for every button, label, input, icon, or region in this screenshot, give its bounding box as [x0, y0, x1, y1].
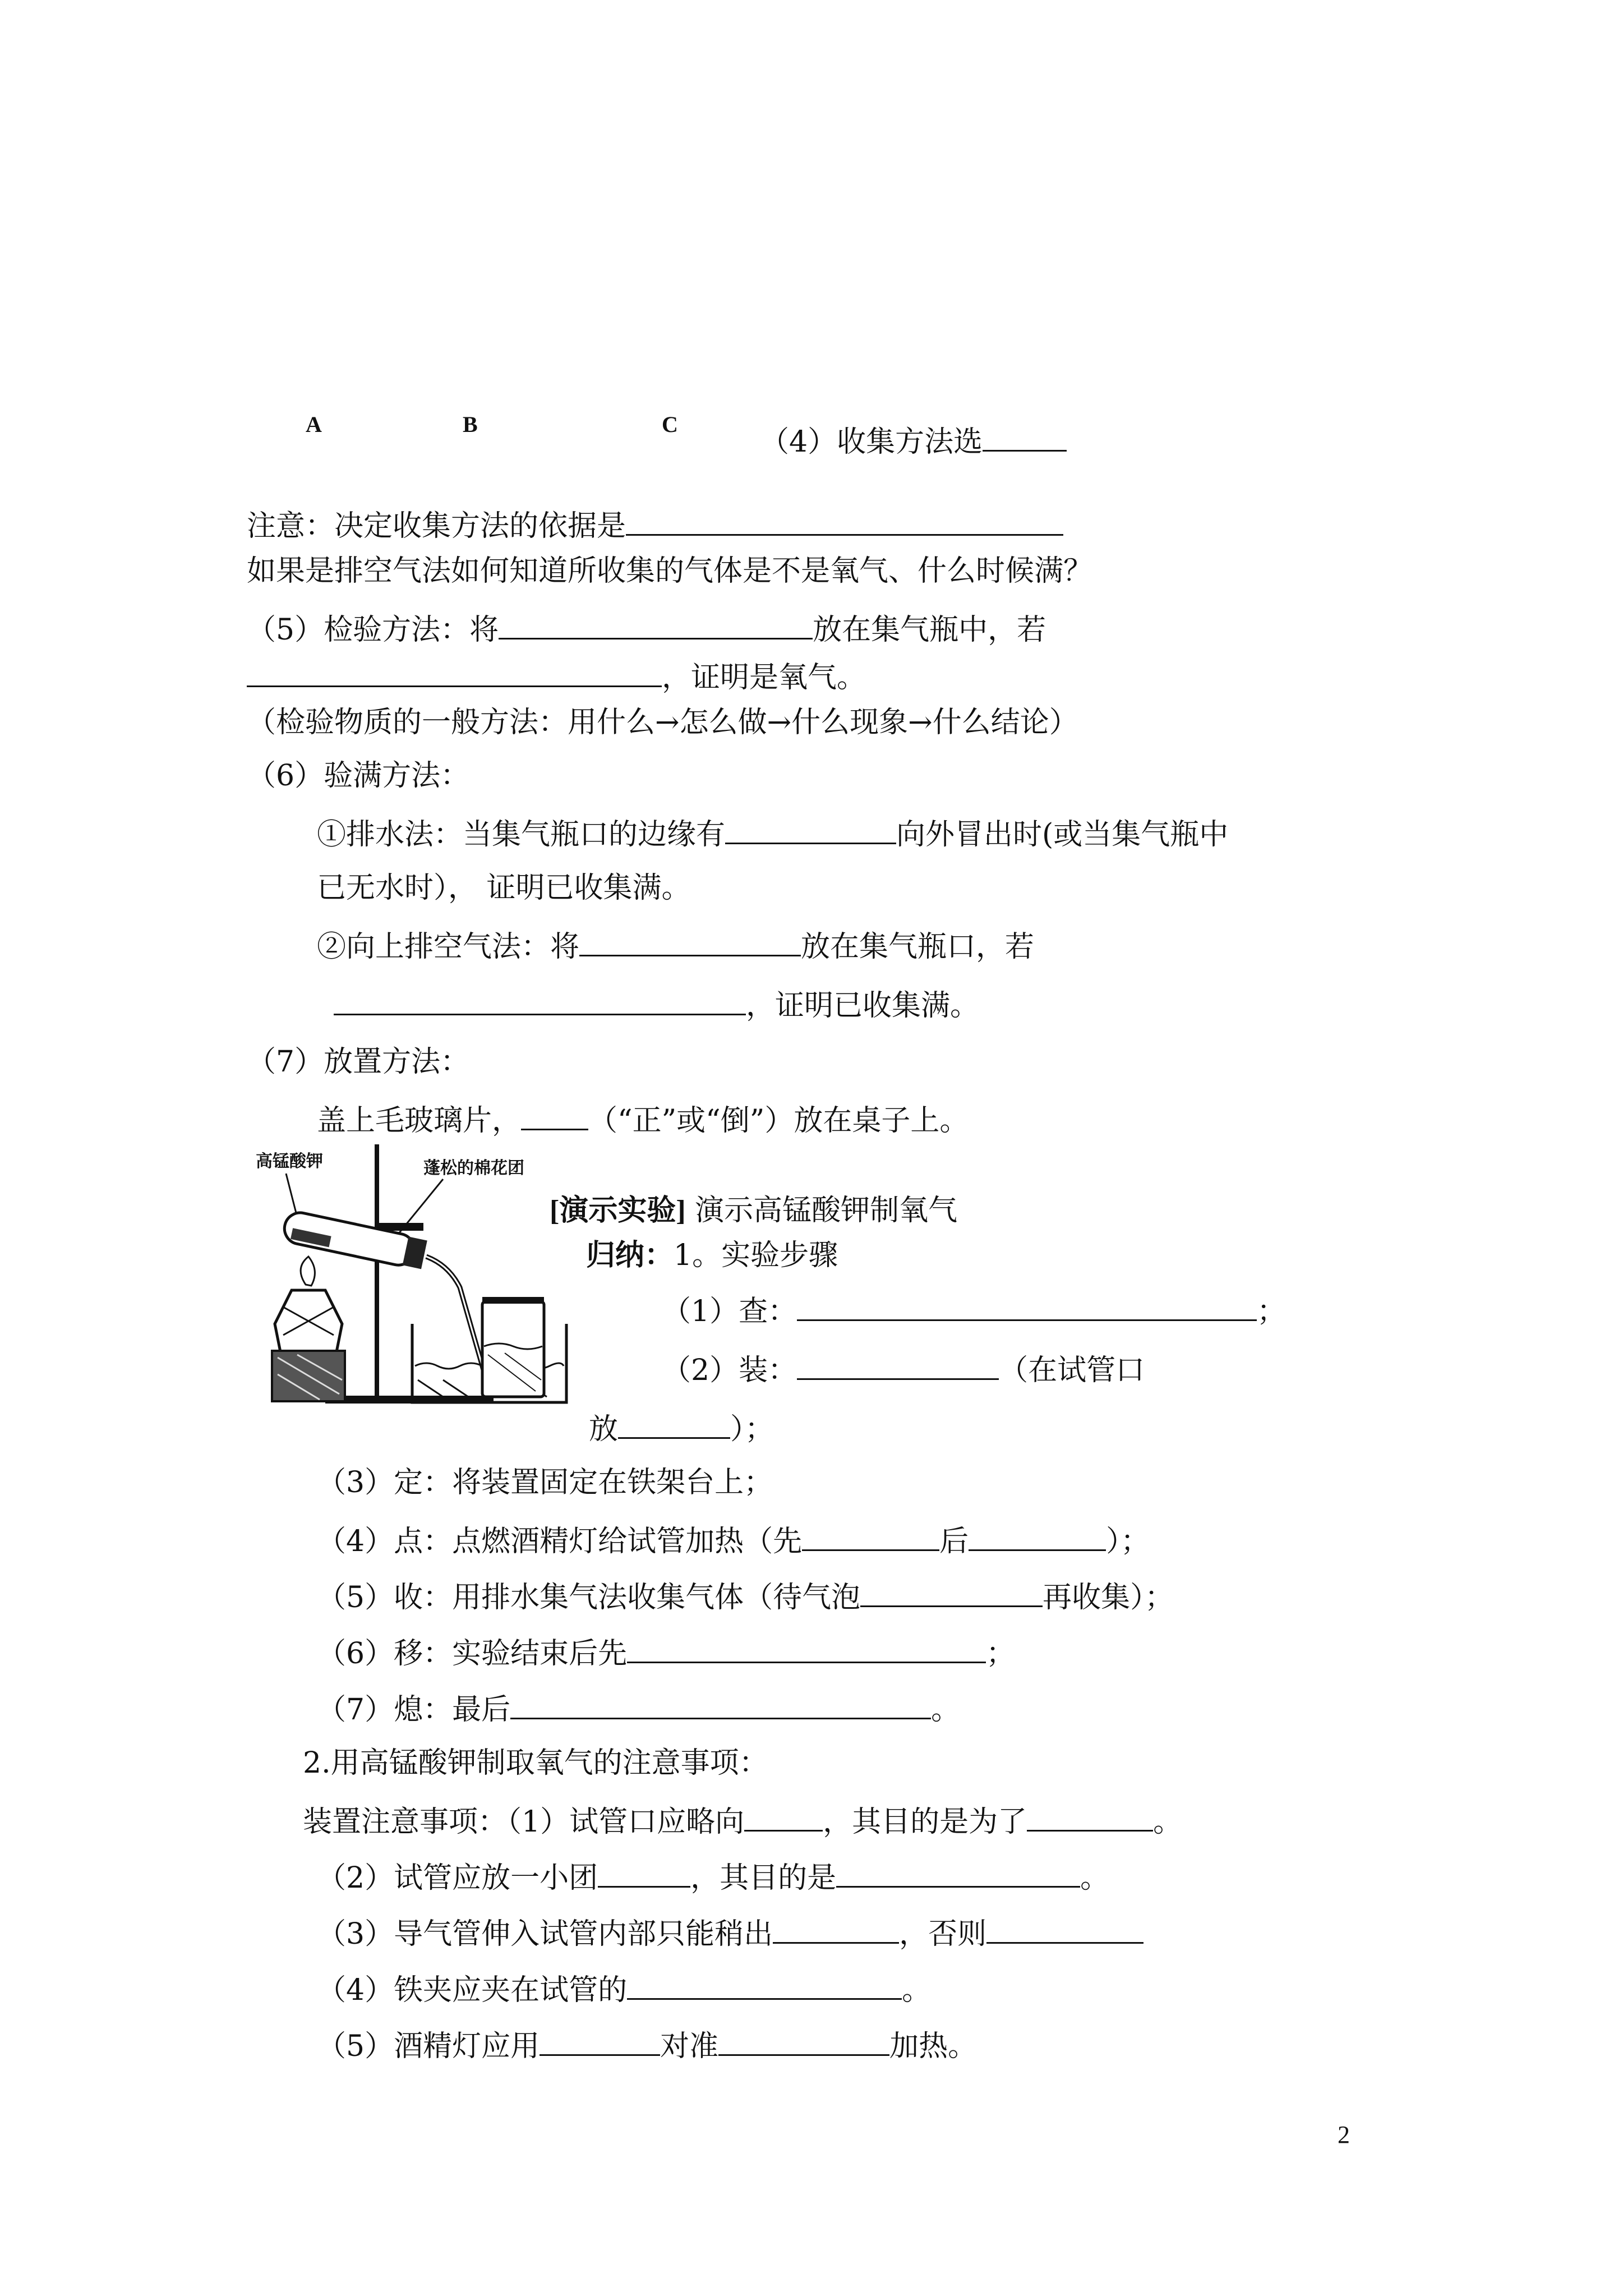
step-3-line: （3）定：将装置固定在铁架台上； [317, 1466, 773, 1499]
q6-water-line-2: 已无水时）， 证明已收集满。 [317, 871, 691, 905]
q6-air-suffix: ，证明已收集满。 [746, 989, 980, 1023]
q7-suffix: （“正”或“倒”）放在桌子上。 [588, 1104, 969, 1138]
figure-label-a: A [306, 412, 322, 437]
step-7-suffix: 。 [931, 1693, 961, 1727]
notes2-5-middle: 对准 [660, 2030, 719, 2063]
q6-water-blank[interactable] [725, 813, 896, 844]
note-text-1: 注意：决定收集方法的依据是 [247, 509, 626, 543]
step-4-prefix: （4）点：点燃酒精灯给试管加热（先 [317, 1525, 803, 1558]
step-2-prefix: （2）装： [662, 1354, 797, 1387]
q4-text: （4）收集方法选 [760, 425, 983, 459]
step-4-suffix: ）； [1106, 1525, 1150, 1558]
q7-prefix: 盖上毛玻璃片， [317, 1104, 522, 1138]
notes2-4-suffix: 。 [902, 1973, 932, 2007]
notes2-item-1 [303, 1801, 1182, 1838]
q6-air-blank-2[interactable] [334, 984, 746, 1015]
q5-suffix: ，证明是氧气。 [662, 661, 866, 694]
q5-line-2 [247, 656, 866, 693]
demo-line [550, 1192, 957, 1229]
q6-air-line-1 [317, 926, 1034, 963]
notes2-item-4 [317, 1969, 931, 2006]
notes2-3-blank-1[interactable] [773, 1913, 899, 1944]
summary-tag: 归纳： [586, 1240, 674, 1272]
notes2-item-2 [317, 1857, 1109, 1894]
delivery-tube [426, 1257, 488, 1386]
notes2-2-suffix: 。 [1080, 1861, 1110, 1895]
q6-air-line-2 [334, 984, 979, 1022]
notes2-4-blank[interactable] [627, 1969, 902, 2000]
q5-line-1 [247, 609, 1046, 646]
stand-rod [375, 1144, 379, 1400]
step-5-line [317, 1576, 1174, 1613]
q7-line [317, 1099, 969, 1137]
q5-blank-1[interactable] [499, 609, 813, 639]
demo-tag: [演示实验] [550, 1195, 686, 1227]
step-2-line [662, 1349, 1145, 1386]
notes2-5-prefix: （5）酒精灯应用 [317, 2030, 540, 2063]
notes2-4-prefix: （4）铁夹应夹在试管的 [317, 1973, 628, 2007]
notes2-2-prefix: （2）试管应放一小团 [317, 1861, 598, 1895]
step-4-blank-1[interactable] [802, 1520, 939, 1551]
step-4-line [317, 1520, 1150, 1557]
notes2-3-blank-2[interactable] [986, 1913, 1144, 1944]
q6-water-prefix: ①排水法：当集气瓶口的边缘有 [317, 818, 726, 852]
step-7-line [317, 1688, 960, 1726]
notes2-3-middle: ，否则 [899, 1917, 987, 1951]
step-7-prefix: （7）熄：最后 [317, 1693, 511, 1727]
notes2-1-middle: ，其目的是为了 [823, 1805, 1027, 1839]
q6-air-prefix: ②向上排空气法：将 [317, 930, 580, 964]
notes2-title: 2.用高锰酸钾制取氧气的注意事项： [303, 1746, 768, 1780]
notes2-5-suffix: 加热。 [889, 2030, 978, 2063]
notes2-3-prefix: （3）导气管伸入试管内部只能稍出 [317, 1917, 773, 1951]
step-2-blank-2[interactable] [618, 1408, 730, 1439]
step-1-line [662, 1290, 1286, 1327]
step-5-suffix: 再收集）； [1043, 1581, 1174, 1614]
step-6-prefix: （6）移：实验结束后先 [317, 1637, 628, 1671]
notes2-5-blank-1[interactable] [540, 2025, 660, 2056]
notes2-2-blank-1[interactable] [598, 1857, 690, 1888]
step-1-suffix: ； [1257, 1295, 1287, 1328]
q5-middle: 放在集气瓶中，若 [813, 613, 1046, 647]
note-line-2: 如果是排空气法如何知道所收集的气体是不是氧气、什么时候满？ [247, 554, 1093, 588]
figure-label-c: C [662, 412, 678, 437]
step-5-blank[interactable] [860, 1576, 1043, 1607]
step-7-blank[interactable] [510, 1688, 931, 1719]
demo-title: 演示高锰酸钾制氧气 [695, 1194, 958, 1227]
notes2-item-5 [317, 2025, 977, 2062]
step-2-line2-prefix: 放 [589, 1412, 619, 1446]
q6-air-middle: 放在集气瓶口，若 [801, 930, 1035, 964]
notes2-1-blank-2[interactable] [1027, 1801, 1153, 1832]
step-1-prefix: （1）查： [662, 1295, 797, 1328]
notes2-1-blank-1[interactable] [744, 1801, 823, 1832]
notes2-1-suffix: 。 [1153, 1805, 1183, 1839]
kmno4-apparatus-figure [252, 1139, 583, 1419]
flame [301, 1257, 315, 1286]
step-4-blank-2[interactable] [969, 1520, 1106, 1551]
step-6-line [317, 1632, 1015, 1669]
notes2-5-blank-2[interactable] [718, 2025, 889, 2056]
notes2-2-middle: ，其目的是 [690, 1861, 837, 1895]
step-6-suffix: ； [986, 1637, 1016, 1671]
page-number: 2 [1338, 2121, 1350, 2148]
note-blank[interactable] [626, 505, 1063, 536]
q7-blank[interactable] [521, 1099, 588, 1130]
notes2-1-prefix: 装置注意事项：（1）试管口应略向 [303, 1805, 745, 1839]
q4-line [760, 421, 1067, 458]
q6-title: （6）验满方法： [247, 759, 470, 793]
q5-general: （检验物质的一般方法：用什么→怎么做→什么现象→什么结论） [247, 706, 1078, 739]
note-line-1 [247, 505, 1063, 542]
step-1-blank[interactable] [797, 1290, 1257, 1321]
q6-water-line-1 [317, 813, 1228, 850]
step-4-middle: 后 [939, 1525, 969, 1558]
q7-title: （7）放置方法： [247, 1045, 470, 1079]
step-2-blank-1[interactable] [797, 1349, 999, 1380]
notes2-2-blank-2[interactable] [836, 1857, 1080, 1888]
step-2-line2-suffix: ）； [730, 1412, 774, 1446]
summary-text: 1。实验步骤 [674, 1239, 838, 1272]
notes2-item-3 [317, 1913, 1144, 1950]
q6-water-suffix: 向外冒出时(或当集气瓶中 [896, 818, 1229, 852]
q5-prefix: （5）检验方法：将 [247, 613, 499, 647]
step-5-prefix: （5）收：用排水集气法收集气体（待气泡 [317, 1581, 861, 1614]
step-6-blank[interactable] [627, 1632, 986, 1663]
q4-blank[interactable] [983, 421, 1067, 452]
summary-line [586, 1237, 838, 1274]
step-2-line-2 [589, 1408, 774, 1445]
figure-label-cotton: 蓬松的棉花团 [423, 1158, 524, 1178]
step-2-suffix: （在试管口 [999, 1354, 1145, 1387]
figure-label-kmno4: 高锰酸钾 [256, 1152, 323, 1171]
q6-air-blank-1[interactable] [579, 926, 801, 956]
figure-label-b: B [463, 412, 478, 437]
q5-blank-2[interactable] [247, 656, 662, 687]
